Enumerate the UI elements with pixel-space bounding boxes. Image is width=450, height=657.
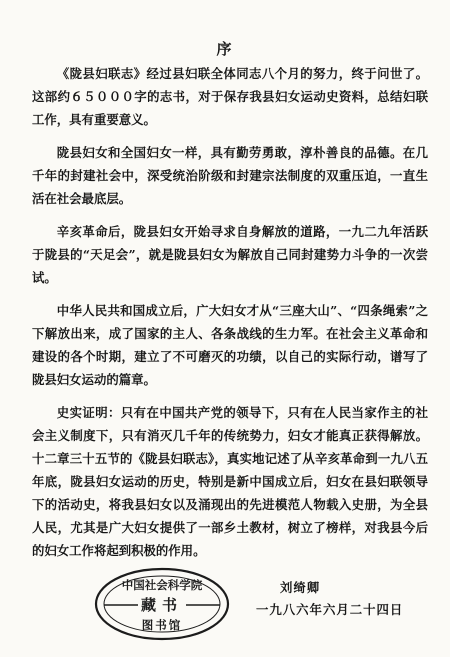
preface-body bbox=[32, 62, 428, 568]
paragraph-4: 中华人民共和国成立后，广大妇女才从“三座大山”、“四条绳索”之下解放出来，成了国家的主人、各条战线的生力军。在社会主义革命和建设的各个时期，建立了不可磨灭的功绩，以自己的实际行动，谱写了陇县妇女运动的篇章。 bbox=[32, 303, 428, 387]
page-title: 序 bbox=[216, 40, 234, 58]
paragraph-3: 辛亥革命后，陇县妇女开始寻求自身解放的道路，一九二九年活跃于陇县的“天足会”，就是陇县妇女为解放自己同封建势力斗争的一次尝试。 bbox=[32, 224, 428, 285]
signature-date: 一九八六年六月二十四日 bbox=[256, 602, 404, 617]
paragraph-1: 《陇县妇联志》经过县妇联全体同志八个月的努力，终于问世了。这部约６５０００字的志书，对于保存我县妇女运动史资料，总结妇联工作，具有重要意义。 bbox=[32, 66, 428, 127]
author-signature: 刘绮卿 bbox=[280, 580, 321, 595]
stamp-top-text: 中国社会科学院 bbox=[121, 578, 203, 592]
library-stamp bbox=[92, 565, 232, 643]
paragraph-5: 史实证明：只有在中国共产党的领导下，只有在人民当家作主的社会主义制度下，只有消灭几千年的传统势力，妇女才能真正获得解放。十二章三十五节的《陇县妇联志》，真实地记述了从辛亥革命到一九八五年底，陇县妇女运动的历史，特别是新中国成立后，妇女在县妇联领导下的活动史，将我县妇女以及涌现出的先进模范人物载入史册，为全县人民，尤其是广大妇女提供了一部乡土教材，树立了榜样，对我县今后的妇女工作将起到积极的作用。 bbox=[32, 405, 428, 558]
paragraph-2: 陇县妇女和全国妇女一样，具有勤劳勇敢，淳朴善良的品德。在几千年的封建社会中，深受统治阶级和封建宗法制度的双重压迫，一直生活在社会最底层。 bbox=[32, 145, 428, 206]
stamp-middle-text: 藏书 bbox=[140, 596, 184, 614]
stamp-bottom-text: 图书馆 bbox=[141, 618, 183, 632]
